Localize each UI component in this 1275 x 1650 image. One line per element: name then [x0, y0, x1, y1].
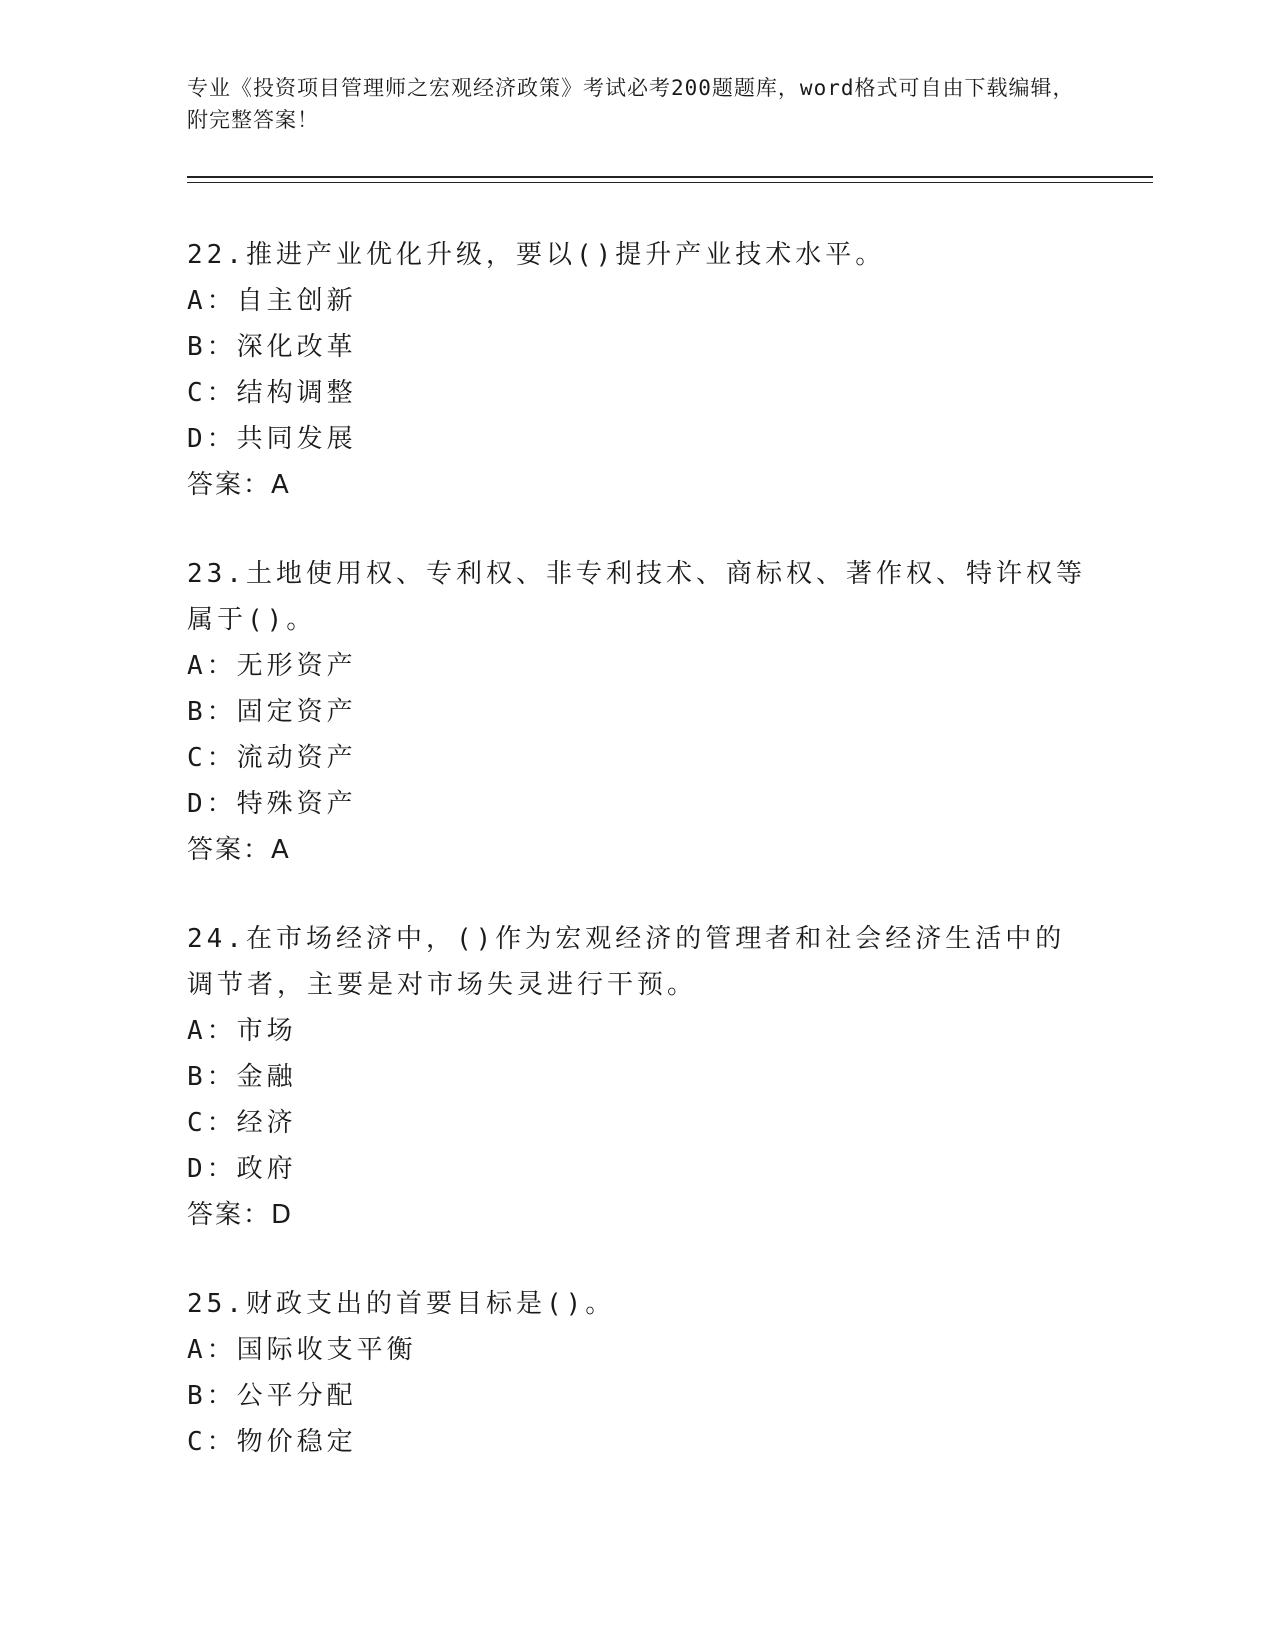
- question-24: [187, 916, 1087, 1238]
- option-c: C：流动资产: [187, 743, 357, 773]
- question-stem: 24.在市场经济中，()作为宏观经济的管理者和社会经济生活中的调节者，主要是对市场失灵进行干预。: [187, 924, 1066, 1000]
- option-b: B：金融: [187, 1062, 297, 1092]
- option-a: A：国际收支平衡: [187, 1335, 417, 1365]
- option-c: C：物价稳定: [187, 1427, 357, 1457]
- option-c: C：经济: [187, 1108, 297, 1138]
- option-d: D：共同发展: [187, 424, 357, 454]
- answer: 答案：A: [187, 835, 291, 865]
- option-a: A：市场: [187, 1016, 297, 1046]
- header-rule-thin: [187, 182, 1153, 183]
- option-a: A：自主创新: [187, 286, 357, 316]
- question-list: [187, 232, 1087, 1508]
- option-d: D：政府: [187, 1154, 297, 1184]
- header-rule-thick: [187, 176, 1153, 178]
- option-b: B：深化改革: [187, 332, 357, 362]
- option-a: A：无形资产: [187, 651, 357, 681]
- question-stem: 22.推进产业优化升级，要以()提升产业技术水平。: [187, 240, 886, 270]
- question-25: [187, 1281, 1087, 1465]
- question-stem: 25.财政支出的首要目标是()。: [187, 1289, 616, 1319]
- option-d: D：特殊资产: [187, 789, 357, 819]
- option-b: B：固定资产: [187, 697, 357, 727]
- answer: 答案：D: [187, 1200, 294, 1230]
- question-stem: 23.土地使用权、专利权、非专利技术、商标权、著作权、特许权等属于()。: [187, 559, 1086, 635]
- question-22: [187, 232, 1087, 508]
- option-b: B：公平分配: [187, 1381, 357, 1411]
- answer: 答案：A: [187, 470, 291, 500]
- question-23: [187, 551, 1087, 873]
- document-intro: 专业《投资项目管理师之宏观经济政策》考试必考200题题库，word格式可自由下载编辑，附完整答案！: [187, 76, 1075, 132]
- option-c: C：结构调整: [187, 378, 357, 408]
